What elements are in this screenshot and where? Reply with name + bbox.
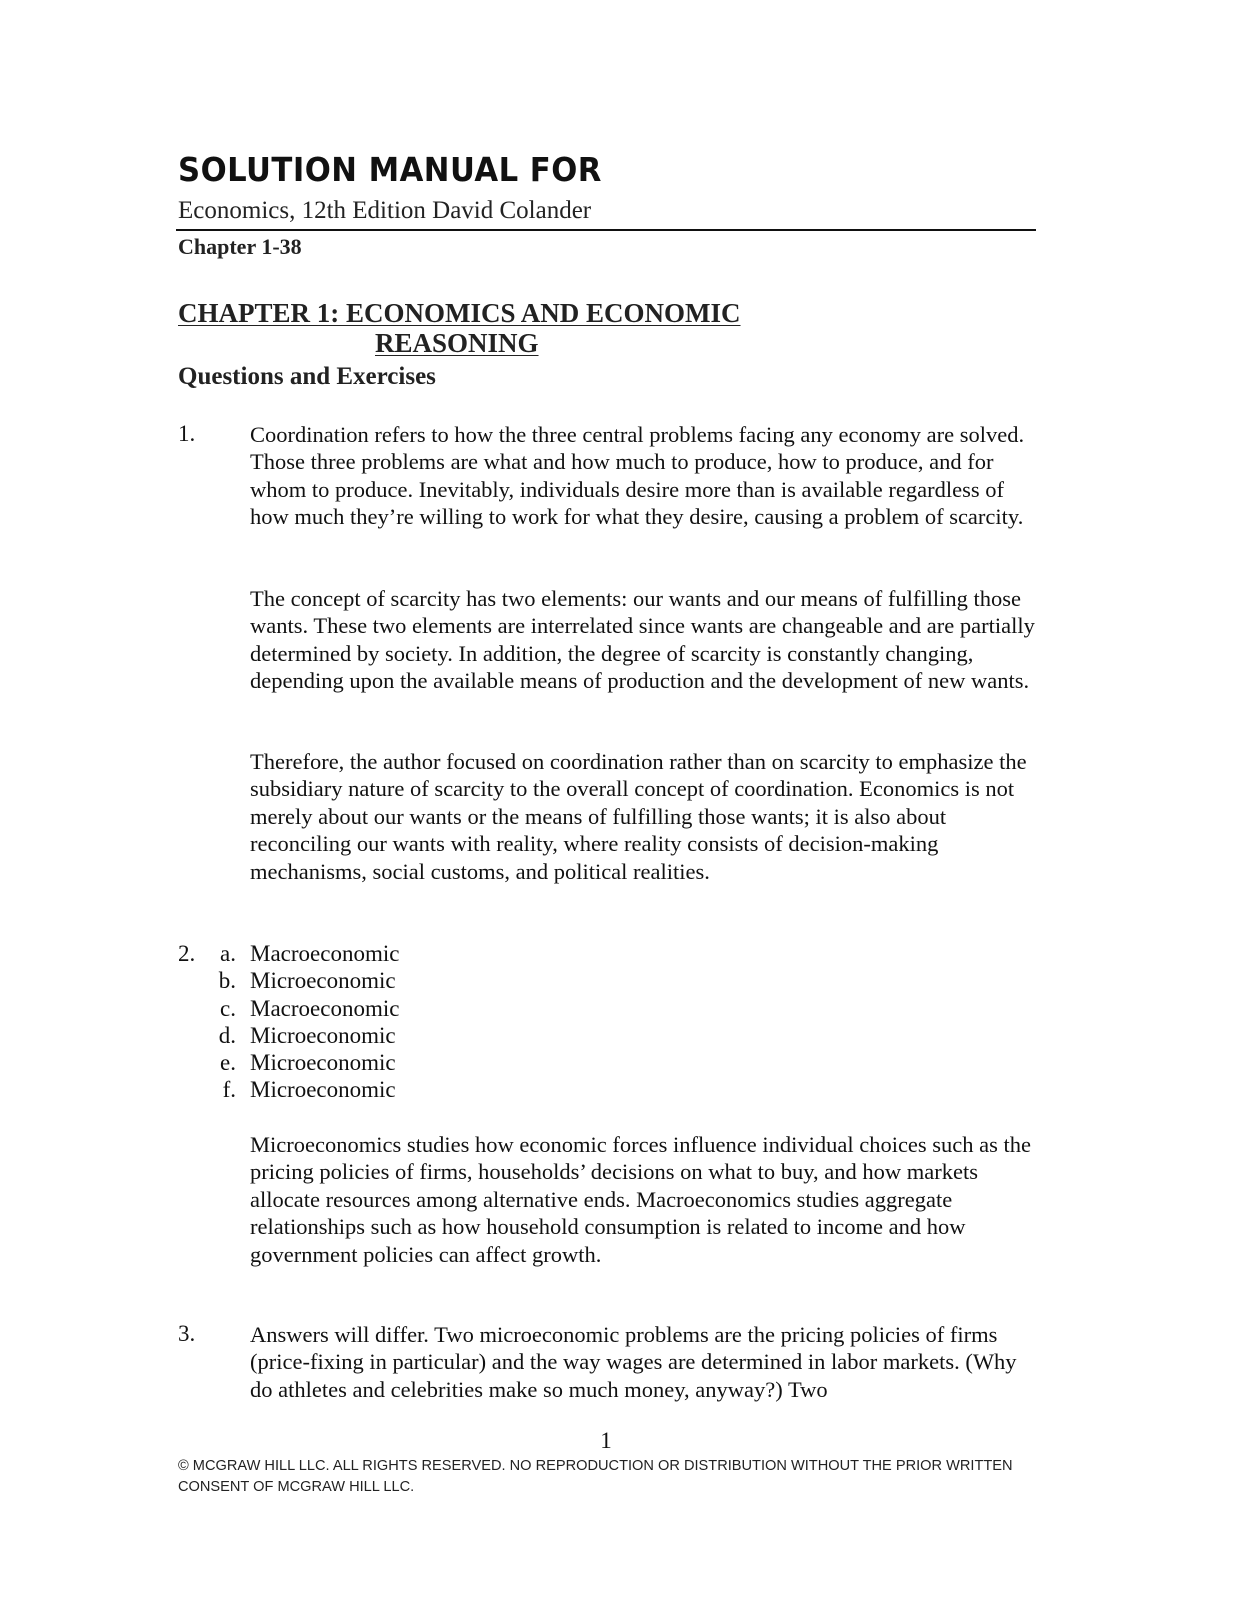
item-letter: b.: [218, 968, 236, 994]
list-item: [178, 967, 396, 994]
question-number: 3.: [178, 1321, 196, 1346]
chapter-heading-line2: REASONING: [375, 328, 539, 358]
item-letter: e.: [220, 1050, 236, 1076]
answer-paragraph: Therefore, the author focused on coordination rather than on scarcity to emphasize the subsidiary nature of scarcity to the overall concept of coordination. Economics is not merely about our wants or the means of fulfilling those wants; it is also about reconciling our wants with reality, where reality consists of decision-making mechanisms, social customs, and political realities.: [250, 749, 1027, 884]
header-divider: [176, 229, 1036, 231]
copyright-footer: © MCGRAW HILL LLC. ALL RIGHTS RESERVED. NO REPRODUCTION OR DISTRIBUTION WITHOUT THE PRIOR WRITTEN CONSENT OF MCGRAW HILL LLC.: [178, 1458, 1013, 1495]
question-number: 1.: [178, 421, 196, 446]
chapter-heading-line1: CHAPTER 1: ECONOMICS AND ECONOMIC: [178, 298, 741, 328]
section-heading: Questions and Exercises: [178, 363, 436, 390]
item-letter: f.: [222, 1077, 236, 1103]
list-item: [178, 1022, 396, 1049]
question-number: 2.: [178, 941, 196, 966]
manual-title: SOLUTION MANUAL FOR: [178, 150, 602, 189]
chapter-heading: [178, 298, 778, 358]
item-answer: Macroeconomic: [250, 941, 400, 966]
list-item: [178, 940, 400, 967]
answer-paragraph: Answers will differ. Two microeconomic problems are the pricing policies of firms (price-fixing in particular) and the way wages are determined in labor markets. (Why do athletes and celebrities make so much money, anyway?) Two: [250, 1322, 1017, 1402]
item-answer: Microeconomic: [250, 1077, 396, 1103]
book-subtitle: Economics, 12th Edition David Colander: [178, 197, 592, 224]
answer-list: [178, 940, 400, 1104]
item-answer: Microeconomic: [250, 1022, 396, 1048]
page-number: 1: [600, 1428, 612, 1453]
item-answer: Macroeconomic: [250, 995, 400, 1021]
list-item: [178, 1049, 396, 1076]
answer-paragraph: Microeconomics studies how economic forces influence individual choices such as the pricing policies of firms, households’ decisions on what to buy, and how markets allocate resources among alternative ends. Macroeconomics studies aggregate relationships such as how household consumption is related to income and how government policies can affect growth.: [250, 1132, 1032, 1267]
chapter-range: Chapter 1-38: [178, 234, 302, 259]
item-answer: Microeconomic: [250, 1050, 396, 1076]
item-letter: a.: [220, 941, 236, 966]
list-item: [178, 1076, 396, 1103]
answer-paragraph: Coordination refers to how the three central problems facing any economy are solved. Those three problems are what and how much to produce, how to produce, and for whom to produce. Inevitably, individuals desire more than is available regardless of how much they’re willing to work for what they desire, causing a problem of scarcity.: [250, 422, 1025, 530]
list-item: [178, 995, 400, 1022]
item-answer: Microeconomic: [250, 968, 396, 994]
item-letter: c.: [220, 995, 236, 1021]
item-letter: d.: [218, 1022, 236, 1048]
answer-paragraph: The concept of scarcity has two elements: our wants and our means of fulfilling those wants. These two elements are interrelated since wants are changeable and are partially determined by society. In addition, the degree of scarcity is constantly changing, depending upon the available means of production and the development of new wants.: [250, 586, 1035, 694]
